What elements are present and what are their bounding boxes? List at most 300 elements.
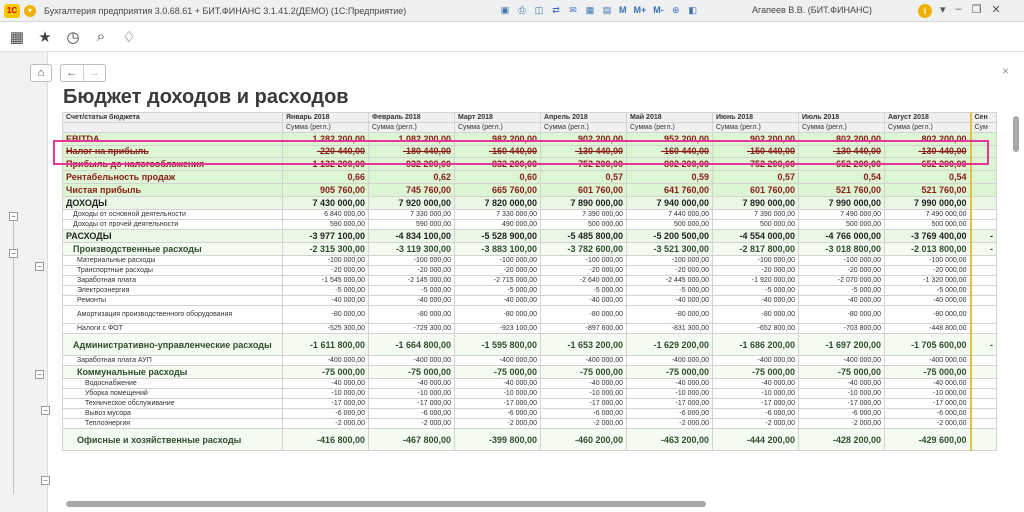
table-row[interactable]	[63, 243, 997, 256]
value-cell[interactable]: 802 200,00	[885, 133, 971, 146]
collapse-dohody-icon[interactable]: −	[9, 212, 18, 221]
value-cell[interactable]: -5 485 800,00	[541, 230, 627, 243]
value-cell[interactable]: 500 000,00	[627, 220, 713, 230]
value-cell[interactable]: 7 920 000,00	[369, 197, 455, 210]
value-cell[interactable]: 601 760,00	[541, 184, 627, 197]
table-row[interactable]	[63, 389, 997, 399]
value-cell[interactable]: 7 490 000,00	[799, 210, 885, 220]
value-cell[interactable]: -6 000,00	[283, 409, 369, 419]
value-cell[interactable]: -2 000,00	[627, 419, 713, 429]
value-cell[interactable]: -6 000,00	[369, 409, 455, 419]
value-cell[interactable]: -40 000,00	[455, 379, 541, 389]
value-cell[interactable]: -17 000,00	[455, 399, 541, 409]
table-row[interactable]	[63, 210, 997, 220]
memory-minus-button[interactable]: M-	[653, 5, 664, 15]
value-cell[interactable]: -80 000,00	[627, 306, 713, 324]
value-cell[interactable]: 832 200,00	[455, 158, 541, 171]
value-cell[interactable]: -10 000,00	[713, 389, 799, 399]
value-cell[interactable]: -703 800,00	[799, 324, 885, 334]
value-cell[interactable]: -75 000,00	[369, 366, 455, 379]
collapse-office-icon[interactable]: −	[41, 476, 50, 485]
value-cell[interactable]: 932 200,00	[369, 158, 455, 171]
maximize-icon[interactable]: ❐	[971, 4, 982, 16]
value-cell[interactable]: 652 200,00	[885, 158, 971, 171]
value-cell[interactable]: -399 800,00	[455, 429, 541, 451]
value-cell[interactable]: 902 200,00	[541, 133, 627, 146]
value-cell[interactable]	[971, 389, 997, 399]
value-cell[interactable]: -448 800,00	[885, 324, 971, 334]
header-month[interactable]: Август 2018	[885, 113, 971, 123]
value-cell[interactable]: -100 000,00	[541, 256, 627, 266]
value-cell[interactable]	[971, 210, 997, 220]
value-cell[interactable]: 7 430 000,00	[283, 197, 369, 210]
table-row[interactable]	[63, 334, 997, 356]
value-cell[interactable]: 665 760,00	[455, 184, 541, 197]
value-cell[interactable]: 500 000,00	[799, 220, 885, 230]
back-arrow-icon[interactable]: ←	[66, 67, 78, 79]
value-cell[interactable]: 0,57	[541, 171, 627, 184]
value-cell[interactable]: 752 200,00	[541, 158, 627, 171]
value-cell[interactable]: -20 000,00	[283, 266, 369, 276]
value-cell[interactable]: 802 200,00	[799, 133, 885, 146]
value-cell[interactable]	[971, 419, 997, 429]
value-cell[interactable]: -75 000,00	[283, 366, 369, 379]
vertical-scrollbar[interactable]	[1012, 112, 1020, 500]
value-cell[interactable]: -5 000,00	[627, 286, 713, 296]
value-cell[interactable]: -17 000,00	[799, 399, 885, 409]
value-cell[interactable]: -400 000,00	[627, 356, 713, 366]
collapse-production-icon[interactable]: −	[35, 262, 44, 271]
table-row[interactable]	[63, 220, 997, 230]
value-cell[interactable]: -3 883 100,00	[455, 243, 541, 256]
user-name[interactable]: Агапеев В.В. (БИТ.ФИНАНС)	[752, 5, 872, 15]
value-cell[interactable]: 952 200,00	[627, 133, 713, 146]
value-cell[interactable]: -100 000,00	[799, 256, 885, 266]
value-cell[interactable]: 521 760,00	[799, 184, 885, 197]
calculator-icon[interactable]: ▦	[585, 4, 595, 15]
header-month[interactable]: Май 2018	[627, 113, 713, 123]
value-cell[interactable]: -5 528 900,00	[455, 230, 541, 243]
value-cell[interactable]	[971, 379, 997, 389]
header-month[interactable]: Июль 2018	[799, 113, 885, 123]
save-icon[interactable]: ▣	[500, 4, 510, 15]
value-cell[interactable]: -2 070 000,00	[799, 276, 885, 286]
table-row[interactable]	[63, 256, 997, 266]
header-month[interactable]: Февраль 2018	[369, 113, 455, 123]
value-cell[interactable]: -80 000,00	[541, 306, 627, 324]
value-cell[interactable]	[971, 409, 997, 419]
value-cell[interactable]: -463 200,00	[627, 429, 713, 451]
value-cell[interactable]: 802 200,00	[627, 158, 713, 171]
value-cell[interactable]: -160 440,00	[627, 146, 713, 158]
value-cell[interactable]: -460 200,00	[541, 429, 627, 451]
value-cell[interactable]: -20 000,00	[713, 266, 799, 276]
value-cell[interactable]: 521 760,00	[885, 184, 971, 197]
value-cell[interactable]: -2 000,00	[541, 419, 627, 429]
value-cell[interactable]: 500 000,00	[885, 220, 971, 230]
value-cell[interactable]: -75 000,00	[627, 366, 713, 379]
value-cell[interactable]: -2 000,00	[713, 419, 799, 429]
main-menu-icon[interactable]: ▾	[24, 5, 36, 17]
value-cell[interactable]: -1 545 000,00	[283, 276, 369, 286]
value-cell[interactable]: -100 000,00	[627, 256, 713, 266]
info-icon[interactable]: i	[918, 4, 932, 18]
value-cell[interactable]: -525 300,00	[283, 324, 369, 334]
value-cell[interactable]: -75 000,00	[799, 366, 885, 379]
value-cell[interactable]: -2 817 800,00	[713, 243, 799, 256]
value-cell[interactable]: -20 000,00	[627, 266, 713, 276]
horizontal-scroll-thumb[interactable]	[66, 501, 706, 507]
value-cell[interactable]: -40 000,00	[713, 296, 799, 306]
value-cell[interactable]: -1 686 200,00	[713, 334, 799, 356]
value-cell[interactable]: 0,54	[885, 171, 971, 184]
value-cell[interactable]: 7 890 000,00	[713, 197, 799, 210]
value-cell[interactable]: -80 000,00	[713, 306, 799, 324]
value-cell[interactable]: 6 840 000,00	[283, 210, 369, 220]
value-cell[interactable]: -729 300,00	[369, 324, 455, 334]
value-cell[interactable]: -	[971, 230, 997, 243]
value-cell[interactable]: -40 000,00	[283, 379, 369, 389]
notifications-bell-icon[interactable]: ♢	[122, 28, 136, 46]
value-cell[interactable]: -652 800,00	[713, 324, 799, 334]
value-cell[interactable]: -220 440,00	[283, 146, 369, 158]
value-cell[interactable]	[971, 276, 997, 286]
value-cell[interactable]: -5 000,00	[369, 286, 455, 296]
value-cell[interactable]: 500 000,00	[541, 220, 627, 230]
value-cell[interactable]: -17 000,00	[713, 399, 799, 409]
value-cell[interactable]: -5 000,00	[455, 286, 541, 296]
table-row[interactable]	[63, 324, 997, 334]
value-cell[interactable]: -3 769 400,00	[885, 230, 971, 243]
value-cell[interactable]	[971, 256, 997, 266]
value-cell[interactable]: 0,62	[369, 171, 455, 184]
value-cell[interactable]: -2 640 000,00	[541, 276, 627, 286]
value-cell[interactable]: 0,59	[627, 171, 713, 184]
value-cell[interactable]: -20 000,00	[369, 266, 455, 276]
value-cell[interactable]: 7 490 000,00	[885, 210, 971, 220]
value-cell[interactable]: -1 595 800,00	[455, 334, 541, 356]
value-cell[interactable]	[971, 158, 997, 171]
memory-plus-button[interactable]: M+	[633, 5, 647, 15]
value-cell[interactable]: -2 000,00	[799, 419, 885, 429]
memory-button[interactable]: M	[619, 5, 627, 15]
value-cell[interactable]: 0,60	[455, 171, 541, 184]
table-row[interactable]	[63, 429, 997, 451]
value-cell[interactable]: -4 554 000,00	[713, 230, 799, 243]
value-cell[interactable]: -1 705 600,00	[885, 334, 971, 356]
value-cell[interactable]: 7 440 000,00	[627, 210, 713, 220]
collapse-utilities-icon[interactable]: −	[41, 406, 50, 415]
value-cell[interactable]: -400 000,00	[713, 356, 799, 366]
value-cell[interactable]	[971, 197, 997, 210]
value-cell[interactable]: -897 600,00	[541, 324, 627, 334]
value-cell[interactable]: -3 782 600,00	[541, 243, 627, 256]
value-cell[interactable]: -10 000,00	[885, 389, 971, 399]
value-cell[interactable]: -80 000,00	[283, 306, 369, 324]
link-icon[interactable]: ⇄	[552, 4, 560, 15]
value-cell[interactable]: -4 834 100,00	[369, 230, 455, 243]
value-cell[interactable]: 1 082 200,00	[369, 133, 455, 146]
minimize-icon[interactable]: –	[955, 3, 962, 15]
value-cell[interactable]: -100 000,00	[713, 256, 799, 266]
home-icon[interactable]: ⌂	[30, 64, 52, 82]
value-cell[interactable]: -130 440,00	[885, 146, 971, 158]
header-month[interactable]: Март 2018	[455, 113, 541, 123]
value-cell[interactable]	[971, 356, 997, 366]
value-cell[interactable]	[971, 286, 997, 296]
value-cell[interactable]: -2 000,00	[455, 419, 541, 429]
value-cell[interactable]: -10 000,00	[627, 389, 713, 399]
value-cell[interactable]: -5 000,00	[283, 286, 369, 296]
value-cell[interactable]: -6 000,00	[799, 409, 885, 419]
value-cell[interactable]: -3 119 300,00	[369, 243, 455, 256]
zoom-icon[interactable]: ⊕	[671, 4, 680, 15]
value-cell[interactable]: -1 611 800,00	[283, 334, 369, 356]
table-row[interactable]	[63, 286, 997, 296]
value-cell[interactable]: 7 330 000,00	[455, 210, 541, 220]
close-form-icon[interactable]: ×	[1002, 64, 1010, 78]
value-cell[interactable]: 902 200,00	[713, 133, 799, 146]
value-cell[interactable]	[971, 133, 997, 146]
sections-grid-icon[interactable]: ▦	[9, 28, 25, 46]
value-cell[interactable]: -160 440,00	[455, 146, 541, 158]
value-cell[interactable]: -	[971, 334, 997, 356]
value-cell[interactable]: -1 653 200,00	[541, 334, 627, 356]
value-cell[interactable]: -40 000,00	[885, 379, 971, 389]
value-cell[interactable]: -80 000,00	[799, 306, 885, 324]
value-cell[interactable]: -130 440,00	[799, 146, 885, 158]
value-cell[interactable]: -75 000,00	[885, 366, 971, 379]
collapse-admin-icon[interactable]: −	[35, 370, 44, 379]
value-cell[interactable]: 0,54	[799, 171, 885, 184]
table-row[interactable]	[63, 399, 997, 409]
value-cell[interactable]: -1 920 000,00	[713, 276, 799, 286]
value-cell[interactable]: -10 000,00	[369, 389, 455, 399]
value-cell[interactable]: 1 282 200,00	[283, 133, 369, 146]
forward-arrow-icon[interactable]: →	[83, 65, 106, 81]
value-cell[interactable]: -75 000,00	[541, 366, 627, 379]
header-account[interactable]: Счет/статья бюджета	[63, 113, 283, 123]
value-cell[interactable]: 7 990 000,00	[799, 197, 885, 210]
value-cell[interactable]: 0,57	[713, 171, 799, 184]
value-cell[interactable]: 7 940 000,00	[627, 197, 713, 210]
value-cell[interactable]: -6 000,00	[455, 409, 541, 419]
value-cell[interactable]: -40 000,00	[885, 296, 971, 306]
value-cell[interactable]: -429 600,00	[885, 429, 971, 451]
value-cell[interactable]: -467 800,00	[369, 429, 455, 451]
value-cell[interactable]: -17 000,00	[283, 399, 369, 409]
table-row[interactable]	[63, 133, 997, 146]
value-cell[interactable]: 652 200,00	[799, 158, 885, 171]
value-cell[interactable]	[971, 146, 997, 158]
value-cell[interactable]: 7 990 000,00	[885, 197, 971, 210]
value-cell[interactable]: -400 000,00	[541, 356, 627, 366]
value-cell[interactable]: -10 000,00	[455, 389, 541, 399]
value-cell[interactable]: -100 000,00	[455, 256, 541, 266]
value-cell[interactable]: -2 000,00	[283, 419, 369, 429]
value-cell[interactable]	[971, 429, 997, 451]
value-cell[interactable]: -80 000,00	[369, 306, 455, 324]
value-cell[interactable]	[971, 171, 997, 184]
value-cell[interactable]: 752 200,00	[713, 158, 799, 171]
table-row[interactable]	[63, 419, 997, 429]
value-cell[interactable]: -1 320 000,00	[885, 276, 971, 286]
value-cell[interactable]: 7 820 000,00	[455, 197, 541, 210]
value-cell[interactable]: -100 000,00	[283, 256, 369, 266]
value-cell[interactable]: -100 000,00	[885, 256, 971, 266]
header-month[interactable]: Июнь 2018	[713, 113, 799, 123]
value-cell[interactable]: -20 000,00	[799, 266, 885, 276]
value-cell[interactable]: -1 664 800,00	[369, 334, 455, 356]
value-cell[interactable]: -400 000,00	[283, 356, 369, 366]
print-icon[interactable]: ⎙	[518, 4, 526, 15]
value-cell[interactable]: 590 000,00	[369, 220, 455, 230]
value-cell[interactable]: -3 977 100,00	[283, 230, 369, 243]
window-layout-icon[interactable]: ◧	[688, 4, 698, 15]
collapse-rashody-icon[interactable]: −	[9, 249, 18, 258]
value-cell[interactable]: -40 000,00	[369, 296, 455, 306]
value-cell[interactable]: -3 521 300,00	[627, 243, 713, 256]
calendar-icon[interactable]: ▤	[602, 4, 612, 15]
value-cell[interactable]: -40 000,00	[799, 296, 885, 306]
table-row[interactable]	[63, 146, 997, 158]
value-cell[interactable]: -2 445 000,00	[627, 276, 713, 286]
value-cell[interactable]: -150 440,00	[713, 146, 799, 158]
value-cell[interactable]: -2 013 800,00	[885, 243, 971, 256]
value-cell[interactable]: -831 300,00	[627, 324, 713, 334]
favorites-star-icon[interactable]: ★	[38, 28, 52, 46]
table-row[interactable]	[63, 266, 997, 276]
history-icon[interactable]: ◷	[66, 28, 80, 46]
dropdown-icon[interactable]: ▾	[940, 4, 946, 16]
value-cell[interactable]	[971, 366, 997, 379]
close-window-icon[interactable]: ✕	[991, 4, 1001, 16]
value-cell[interactable]: -40 000,00	[283, 296, 369, 306]
value-cell[interactable]: 490 000,00	[455, 220, 541, 230]
value-cell[interactable]: -17 000,00	[369, 399, 455, 409]
value-cell[interactable]: -2 145 000,00	[369, 276, 455, 286]
value-cell[interactable]: -10 000,00	[541, 389, 627, 399]
value-cell[interactable]: -40 000,00	[627, 296, 713, 306]
value-cell[interactable]: -40 000,00	[369, 379, 455, 389]
value-cell[interactable]: -400 000,00	[799, 356, 885, 366]
value-cell[interactable]: 1 132 200,00	[283, 158, 369, 171]
value-cell[interactable]: -400 000,00	[885, 356, 971, 366]
table-row[interactable]	[63, 356, 997, 366]
value-cell[interactable]: -6 000,00	[885, 409, 971, 419]
value-cell[interactable]: -	[971, 243, 997, 256]
value-cell[interactable]: -4 766 000,00	[799, 230, 885, 243]
value-cell[interactable]: 601 760,00	[713, 184, 799, 197]
value-cell[interactable]: -75 000,00	[713, 366, 799, 379]
value-cell[interactable]: -20 000,00	[885, 266, 971, 276]
value-cell[interactable]: -400 000,00	[455, 356, 541, 366]
value-cell[interactable]	[971, 296, 997, 306]
value-cell[interactable]: -2 000,00	[885, 419, 971, 429]
value-cell[interactable]: 7 890 000,00	[541, 197, 627, 210]
value-cell[interactable]: 7 390 000,00	[713, 210, 799, 220]
table-row[interactable]	[63, 230, 997, 243]
value-cell[interactable]	[971, 184, 997, 197]
value-cell[interactable]: 7 330 000,00	[369, 210, 455, 220]
value-cell[interactable]: -20 000,00	[455, 266, 541, 276]
value-cell[interactable]	[971, 266, 997, 276]
value-cell[interactable]	[971, 399, 997, 409]
value-cell[interactable]	[971, 324, 997, 334]
table-row[interactable]	[63, 379, 997, 389]
table-row[interactable]	[63, 158, 997, 171]
preview-icon[interactable]: ◫	[534, 4, 544, 15]
value-cell[interactable]: -5 000,00	[799, 286, 885, 296]
table-row[interactable]	[63, 366, 997, 379]
value-cell[interactable]: -40 000,00	[799, 379, 885, 389]
value-cell[interactable]: 641 760,00	[627, 184, 713, 197]
budget-table-wrap[interactable]	[62, 112, 1018, 500]
value-cell[interactable]: -5 000,00	[713, 286, 799, 296]
value-cell[interactable]: 500 000,00	[713, 220, 799, 230]
table-row[interactable]	[63, 296, 997, 306]
value-cell[interactable]: -5 200 500,00	[627, 230, 713, 243]
value-cell[interactable]: -40 000,00	[627, 379, 713, 389]
value-cell[interactable]: -80 000,00	[455, 306, 541, 324]
value-cell[interactable]: -923 100,00	[455, 324, 541, 334]
vertical-scroll-thumb[interactable]	[1013, 116, 1019, 152]
value-cell[interactable]	[971, 220, 997, 230]
value-cell[interactable]: -40 000,00	[713, 379, 799, 389]
mail-icon[interactable]: ✉	[569, 4, 577, 15]
table-row[interactable]	[63, 306, 997, 324]
value-cell[interactable]: 0,66	[283, 171, 369, 184]
table-row[interactable]	[63, 171, 997, 184]
value-cell[interactable]: -2 715 000,00	[455, 276, 541, 286]
value-cell[interactable]: 745 760,00	[369, 184, 455, 197]
value-cell[interactable]: -17 000,00	[627, 399, 713, 409]
value-cell[interactable]: -3 018 800,00	[799, 243, 885, 256]
value-cell[interactable]: -444 200,00	[713, 429, 799, 451]
table-row[interactable]	[63, 184, 997, 197]
value-cell[interactable]: -5 000,00	[541, 286, 627, 296]
value-cell[interactable]: -180 440,00	[369, 146, 455, 158]
value-cell[interactable]: -130 440,00	[541, 146, 627, 158]
table-row[interactable]	[63, 276, 997, 286]
value-cell[interactable]: -400 000,00	[369, 356, 455, 366]
value-cell[interactable]: -10 000,00	[799, 389, 885, 399]
value-cell[interactable]: 905 760,00	[283, 184, 369, 197]
value-cell[interactable]: -40 000,00	[541, 296, 627, 306]
value-cell[interactable]: 7 390 000,00	[541, 210, 627, 220]
value-cell[interactable]: -2 315 300,00	[283, 243, 369, 256]
value-cell[interactable]: -17 000,00	[885, 399, 971, 409]
value-cell[interactable]: -2 000,00	[369, 419, 455, 429]
value-cell[interactable]: -20 000,00	[541, 266, 627, 276]
search-icon[interactable]: ⌕	[96, 28, 106, 45]
value-cell[interactable]: -75 000,00	[455, 366, 541, 379]
value-cell[interactable]: -5 000,00	[885, 286, 971, 296]
value-cell[interactable]: 982 200,00	[455, 133, 541, 146]
value-cell[interactable]: -10 000,00	[283, 389, 369, 399]
header-month[interactable]: Апрель 2018	[541, 113, 627, 123]
value-cell[interactable]: -6 000,00	[541, 409, 627, 419]
value-cell[interactable]	[971, 306, 997, 324]
table-row[interactable]	[63, 409, 997, 419]
value-cell[interactable]: -80 000,00	[885, 306, 971, 324]
value-cell[interactable]: -6 000,00	[627, 409, 713, 419]
header-month[interactable]: Январь 2018	[283, 113, 369, 123]
value-cell[interactable]: -40 000,00	[455, 296, 541, 306]
header-month[interactable]: Сен	[971, 113, 997, 123]
value-cell[interactable]: -17 000,00	[541, 399, 627, 409]
horizontal-scrollbar[interactable]	[62, 500, 1012, 508]
